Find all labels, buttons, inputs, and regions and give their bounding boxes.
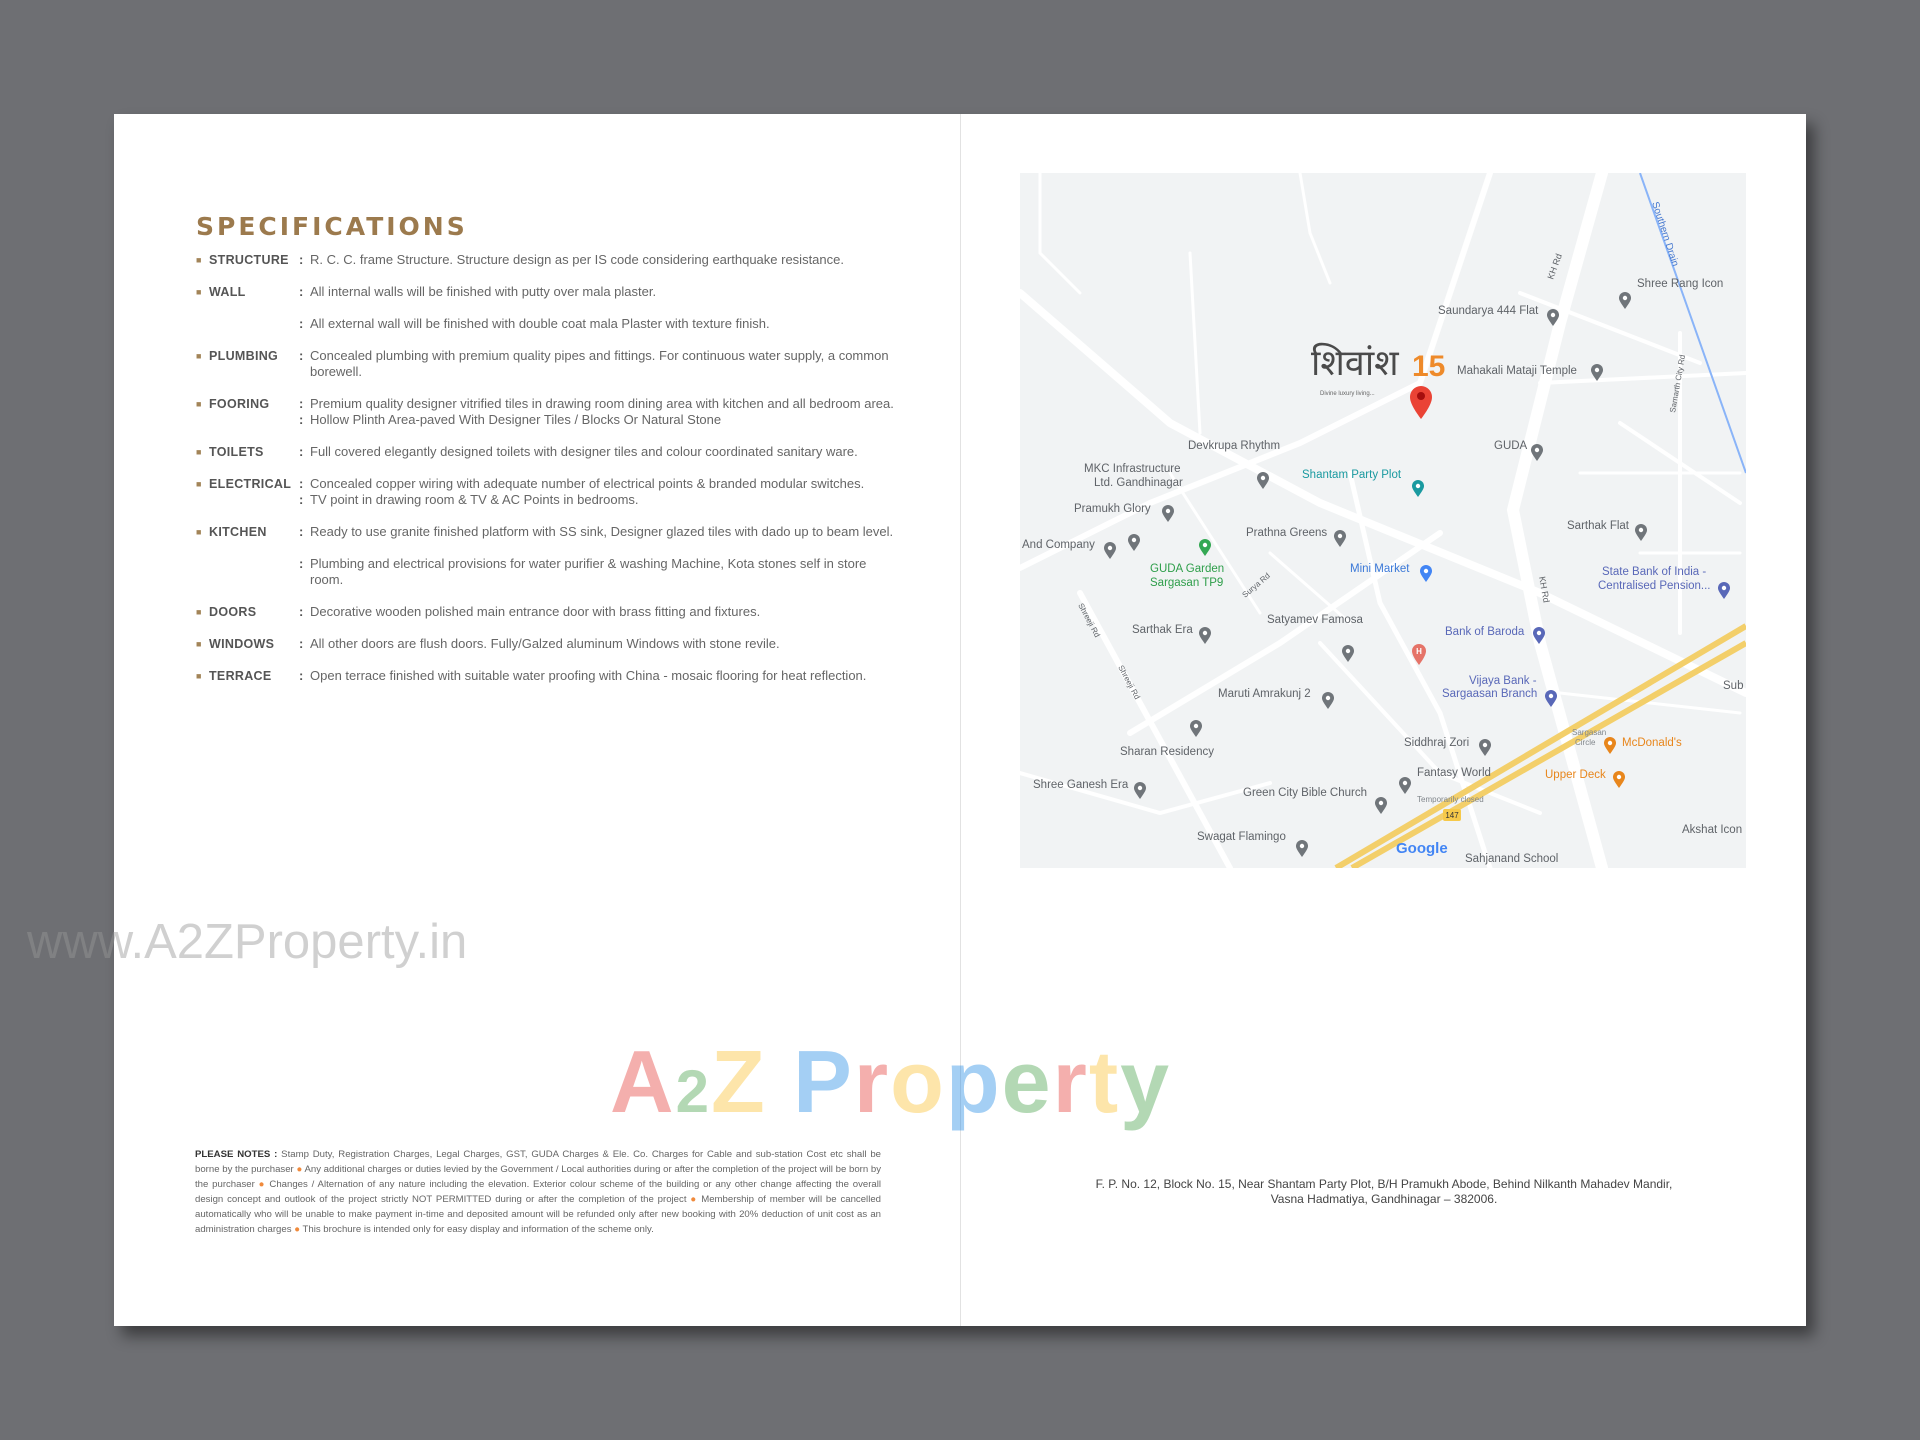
- map-pin-dot: [1424, 569, 1428, 573]
- place-label[interactable]: Centralised Pension...: [1598, 580, 1711, 592]
- spec-plumbing: [196, 348, 896, 380]
- map-pin-dot: [1138, 786, 1142, 790]
- bullet-icon: ■: [196, 639, 202, 649]
- project-logo-tagline: Divine luxury living...: [1320, 391, 1375, 397]
- bullet-spacer: [196, 556, 209, 588]
- place-label[interactable]: Maruti Amrakunj 2: [1218, 688, 1311, 700]
- spec-label: KITCHEN: [209, 525, 267, 539]
- colon: :: [299, 444, 304, 459]
- place-label[interactable]: State Bank of India -: [1602, 566, 1707, 578]
- place-label[interactable]: Swagat Flamingo: [1197, 831, 1286, 843]
- separator-dot: ●: [294, 1224, 300, 1235]
- spec-flooring-2: [196, 412, 896, 428]
- spec-text: Concealed plumbing with premium quality pipes and fittings. For continuous water supply, a common borewell.: [310, 348, 889, 379]
- place-label[interactable]: GUDA Garden: [1150, 563, 1225, 575]
- place-label[interactable]: Mahakali Mataji Temple: [1457, 365, 1577, 377]
- place-label[interactable]: Sargasan TP9: [1150, 577, 1224, 589]
- spec-label: FOORING: [209, 397, 270, 411]
- map-pin-dot: [1203, 543, 1207, 547]
- place-status: Temporarily closed: [1417, 795, 1484, 804]
- page-fold: [960, 114, 961, 1326]
- place-label[interactable]: Shree Rang Icon: [1637, 278, 1724, 290]
- address-line-2: Vasna Hadmatiya, Gandhinagar – 382006.: [1270, 1192, 1498, 1206]
- note-item: Membership of member will be cancelled automatically who will be unable to make payment in-time and deposited amount will be refunded only after new booking with 20% deduction of unit cost as an administration charges: [195, 1194, 881, 1235]
- spec-label: ELECTRICAL: [209, 477, 292, 491]
- place-label[interactable]: Sarthak Era: [1132, 624, 1193, 636]
- spec-wall: [196, 284, 896, 300]
- google-attribution: Google: [1396, 840, 1448, 857]
- spec-text: Hollow Plinth Area-paved With Designer Tiles / Blocks Or Natural Stone: [310, 412, 722, 427]
- spec-label: STRUCTURE: [209, 253, 289, 267]
- project-logo-name: शिवांश: [1311, 343, 1399, 384]
- map-pin-dot: [1203, 631, 1207, 635]
- map-pin-dot: [1326, 696, 1330, 700]
- map-pin-dot: [1483, 743, 1487, 747]
- map-pin-dot: [1551, 313, 1555, 317]
- place-label[interactable]: Sahjanand School: [1465, 853, 1559, 865]
- place-label[interactable]: Green City Bible Church: [1243, 787, 1367, 799]
- spec-electrical-2: [196, 492, 896, 508]
- label-spacer: [209, 412, 299, 428]
- svg-text:H: H: [1416, 647, 1422, 656]
- place-label[interactable]: Ltd. Gandhinagar: [1094, 477, 1183, 489]
- road-label: Surya Rd: [1240, 571, 1272, 600]
- address-line-1: F. P. No. 12, Block No. 15, Near Shantam Party Plot, B/H Pramukh Abode, Behind Nilkanth Mahadev Mandir,: [1095, 1177, 1673, 1191]
- place-label[interactable]: GUDA: [1494, 440, 1528, 452]
- spec-label: PLUMBING: [209, 349, 279, 363]
- colon: :: [299, 636, 304, 651]
- place-label[interactable]: Circle: [1575, 738, 1596, 747]
- spec-text: All external wall will be finished with double coat mala Plaster with texture finish.: [310, 316, 770, 331]
- colon: :: [299, 252, 304, 267]
- bullet-spacer: [196, 412, 209, 428]
- map-pin-dot: [1608, 741, 1612, 745]
- place-label[interactable]: Prathna Greens: [1246, 527, 1328, 539]
- note-item: This brochure is intended only for easy display and information of the scheme only.: [302, 1224, 654, 1235]
- spec-text: Ready to use granite finished platform with SS sink, Designer glazed tiles with dado up to beam level.: [310, 524, 894, 539]
- spec-kitchen: [196, 524, 896, 540]
- spec-text: R. C. C. frame Structure. Structure design as per IS code considering earthquake resistance.: [310, 252, 844, 267]
- notes-heading: PLEASE NOTES :: [195, 1149, 278, 1160]
- please-notes: [195, 1147, 881, 1237]
- place-label[interactable]: Bank of Baroda: [1445, 626, 1525, 638]
- map-pin-dot: [1166, 509, 1170, 513]
- label-spacer: [209, 316, 299, 332]
- place-label[interactable]: Akshat Icon: [1682, 824, 1743, 836]
- place-label[interactable]: McDonald's: [1622, 737, 1682, 749]
- place-label[interactable]: Shree Ganesh Era: [1033, 779, 1129, 791]
- map-pin-dot: [1261, 476, 1265, 480]
- spec-text: Premium quality designer vitrified tiles in drawing room dining area with kitchen and all bedroom area.: [310, 396, 894, 411]
- place-label[interactable]: Sub: [1723, 680, 1744, 692]
- place-label[interactable]: Sarthak Flat: [1567, 520, 1629, 532]
- map-pin-dot: [1537, 631, 1541, 635]
- place-label[interactable]: Devkrupa Rhythm: [1188, 440, 1281, 452]
- spec-flooring: [196, 396, 896, 412]
- map-pin-dot: [1535, 448, 1539, 452]
- colon: :: [299, 604, 304, 619]
- a2z-property-watermark-logo: A2Z Property: [610, 1032, 1172, 1131]
- place-label[interactable]: Fantasy World: [1417, 767, 1491, 779]
- spec-text: Decorative wooden polished main entrance door with brass fitting and fixtures.: [310, 604, 761, 619]
- colon: :: [299, 476, 304, 491]
- place-label[interactable]: And Company: [1022, 539, 1095, 551]
- map-pin-dot: [1722, 586, 1726, 590]
- spec-label: WALL: [209, 285, 246, 299]
- label-spacer: [209, 492, 299, 508]
- note-item: Changes / Alternation of any nature including the elevation. Exterior colour scheme of the building or any other change affecting the overall design concept and outlook of the project strictly NOT PERMITTED during or after the completion of the project: [195, 1179, 881, 1205]
- colon: :: [299, 668, 304, 683]
- map-pin-dot: [1595, 368, 1599, 372]
- spec-text: Open terrace finished with suitable water proofing with China - mosaic flooring for heat reflection.: [310, 668, 867, 683]
- map-pin-dot: [1379, 801, 1383, 805]
- place-label[interactable]: Saundarya 444 Flat: [1438, 305, 1539, 317]
- bullet-icon: ■: [196, 399, 202, 409]
- spec-text: Concealed copper wiring with adequate number of electrical points & branded modular switches.: [310, 476, 865, 491]
- place-label[interactable]: Sargaasan Branch: [1442, 688, 1538, 700]
- colon: :: [299, 316, 304, 331]
- colon: :: [299, 524, 304, 539]
- spec-electrical: [196, 476, 896, 492]
- road-label: Shreeji Rd: [1116, 663, 1142, 701]
- spec-terrace: [196, 668, 896, 684]
- place-label[interactable]: Shantam Party Plot: [1302, 469, 1402, 481]
- place-label[interactable]: Mini Market: [1350, 563, 1410, 575]
- spec-label: TOILETS: [209, 445, 264, 459]
- spec-text: Full covered elegantly designed toilets with designer tiles and colour coordinated sanitary ware.: [310, 444, 858, 459]
- bullet-icon: ■: [196, 671, 202, 681]
- colon: :: [299, 412, 304, 427]
- place-label[interactable]: Pramukh Glory: [1074, 503, 1151, 515]
- bullet-icon: ■: [196, 255, 202, 265]
- map-pin-dot: [1403, 781, 1407, 785]
- bullet-icon: ■: [196, 527, 202, 537]
- spec-text: TV point in drawing room & TV & AC Points in bedrooms.: [310, 492, 639, 507]
- map-pin-dot: [1108, 546, 1112, 550]
- spec-text: All other doors are flush doors. Fully/Galzed aluminum Windows with stone revile.: [310, 636, 780, 651]
- project-logo-number: 15: [1412, 350, 1446, 383]
- label-spacer: [209, 556, 299, 588]
- colon: :: [299, 492, 304, 507]
- spec-toilets: [196, 444, 896, 460]
- note-item: Stamp Duty, Registration Charges, Legal Charges, GST, GUDA Charges & Ele. Co. Charges for Cable and sub-station Cost etc shall be borne by the purchaser: [195, 1149, 881, 1175]
- place-label[interactable]: Sharan Residency: [1120, 746, 1214, 758]
- spec-label: DOORS: [209, 605, 257, 619]
- bullet-spacer: [196, 492, 209, 508]
- place-label[interactable]: Satyamev Famosa: [1267, 614, 1363, 626]
- map-pin-dot: [1549, 694, 1553, 698]
- bullet-icon: ■: [196, 351, 202, 361]
- colon: :: [299, 396, 304, 411]
- bullet-icon: ■: [196, 287, 202, 297]
- separator-dot: ●: [258, 1179, 266, 1190]
- spec-label: TERRACE: [209, 669, 272, 683]
- highway-number: 147: [1445, 811, 1459, 820]
- spec-label: WINDOWS: [209, 637, 275, 651]
- bullet-icon: ■: [196, 479, 202, 489]
- map-pin-dot: [1639, 528, 1643, 532]
- separator-dot: ●: [296, 1164, 303, 1175]
- colon: :: [299, 284, 304, 299]
- road-label: Southern Drain: [1649, 200, 1681, 268]
- bullet-spacer: [196, 316, 209, 332]
- map-pin-dot: [1194, 724, 1198, 728]
- website-watermark: www.A2ZProperty.in: [27, 915, 468, 969]
- separator-dot: ●: [690, 1194, 698, 1205]
- spec-kitchen-2: [196, 556, 896, 588]
- project-address: [1074, 1177, 1694, 1207]
- map-pin-dot: [1132, 538, 1136, 542]
- specifications-title: SPECIFICATIONS: [196, 212, 468, 241]
- colon: :: [299, 348, 304, 363]
- place-label[interactable]: Siddhraj Zori: [1404, 737, 1470, 749]
- bullet-icon: ■: [196, 607, 202, 617]
- map-pin-dot: [1617, 775, 1621, 779]
- spec-text: All internal walls will be finished with putty over mala plaster.: [310, 284, 657, 299]
- road-label: KH Rd: [1545, 252, 1564, 281]
- map-pin-dot: [1300, 844, 1304, 848]
- map-pin-dot: [1623, 296, 1627, 300]
- map-pin-dot: [1346, 649, 1350, 653]
- place-label[interactable]: Vijaya Bank -: [1469, 675, 1537, 687]
- colon: :: [299, 556, 304, 571]
- spec-text: Plumbing and electrical provisions for water purifier & washing Machine, Kota stones self in store room.: [310, 556, 867, 587]
- brochure-spread: [27, 114, 1806, 1326]
- spec-windows: [196, 636, 896, 652]
- note-item: Any additional charges or duties levied by the Government / Local authorities during or after the completion of the project will be born by the purchaser: [195, 1164, 882, 1190]
- place-label[interactable]: MKC Infrastructure: [1084, 463, 1181, 475]
- spec-doors: [196, 604, 896, 620]
- map-pin-dot: [1416, 484, 1420, 488]
- road-label: KH Rd: [1537, 575, 1552, 604]
- map-pin-dot: [1338, 534, 1342, 538]
- spec-structure: [196, 252, 896, 268]
- bullet-icon: ■: [196, 447, 202, 457]
- place-label[interactable]: Sargasan: [1572, 728, 1607, 737]
- road-label: Samarth City Rd: [1668, 353, 1688, 414]
- specifications-list: [196, 252, 896, 700]
- location-map[interactable]: [1020, 173, 1746, 868]
- road-label: Shreeji Rd: [1076, 601, 1102, 639]
- spec-wall-2: [196, 316, 896, 332]
- place-label[interactable]: Upper Deck: [1545, 769, 1606, 781]
